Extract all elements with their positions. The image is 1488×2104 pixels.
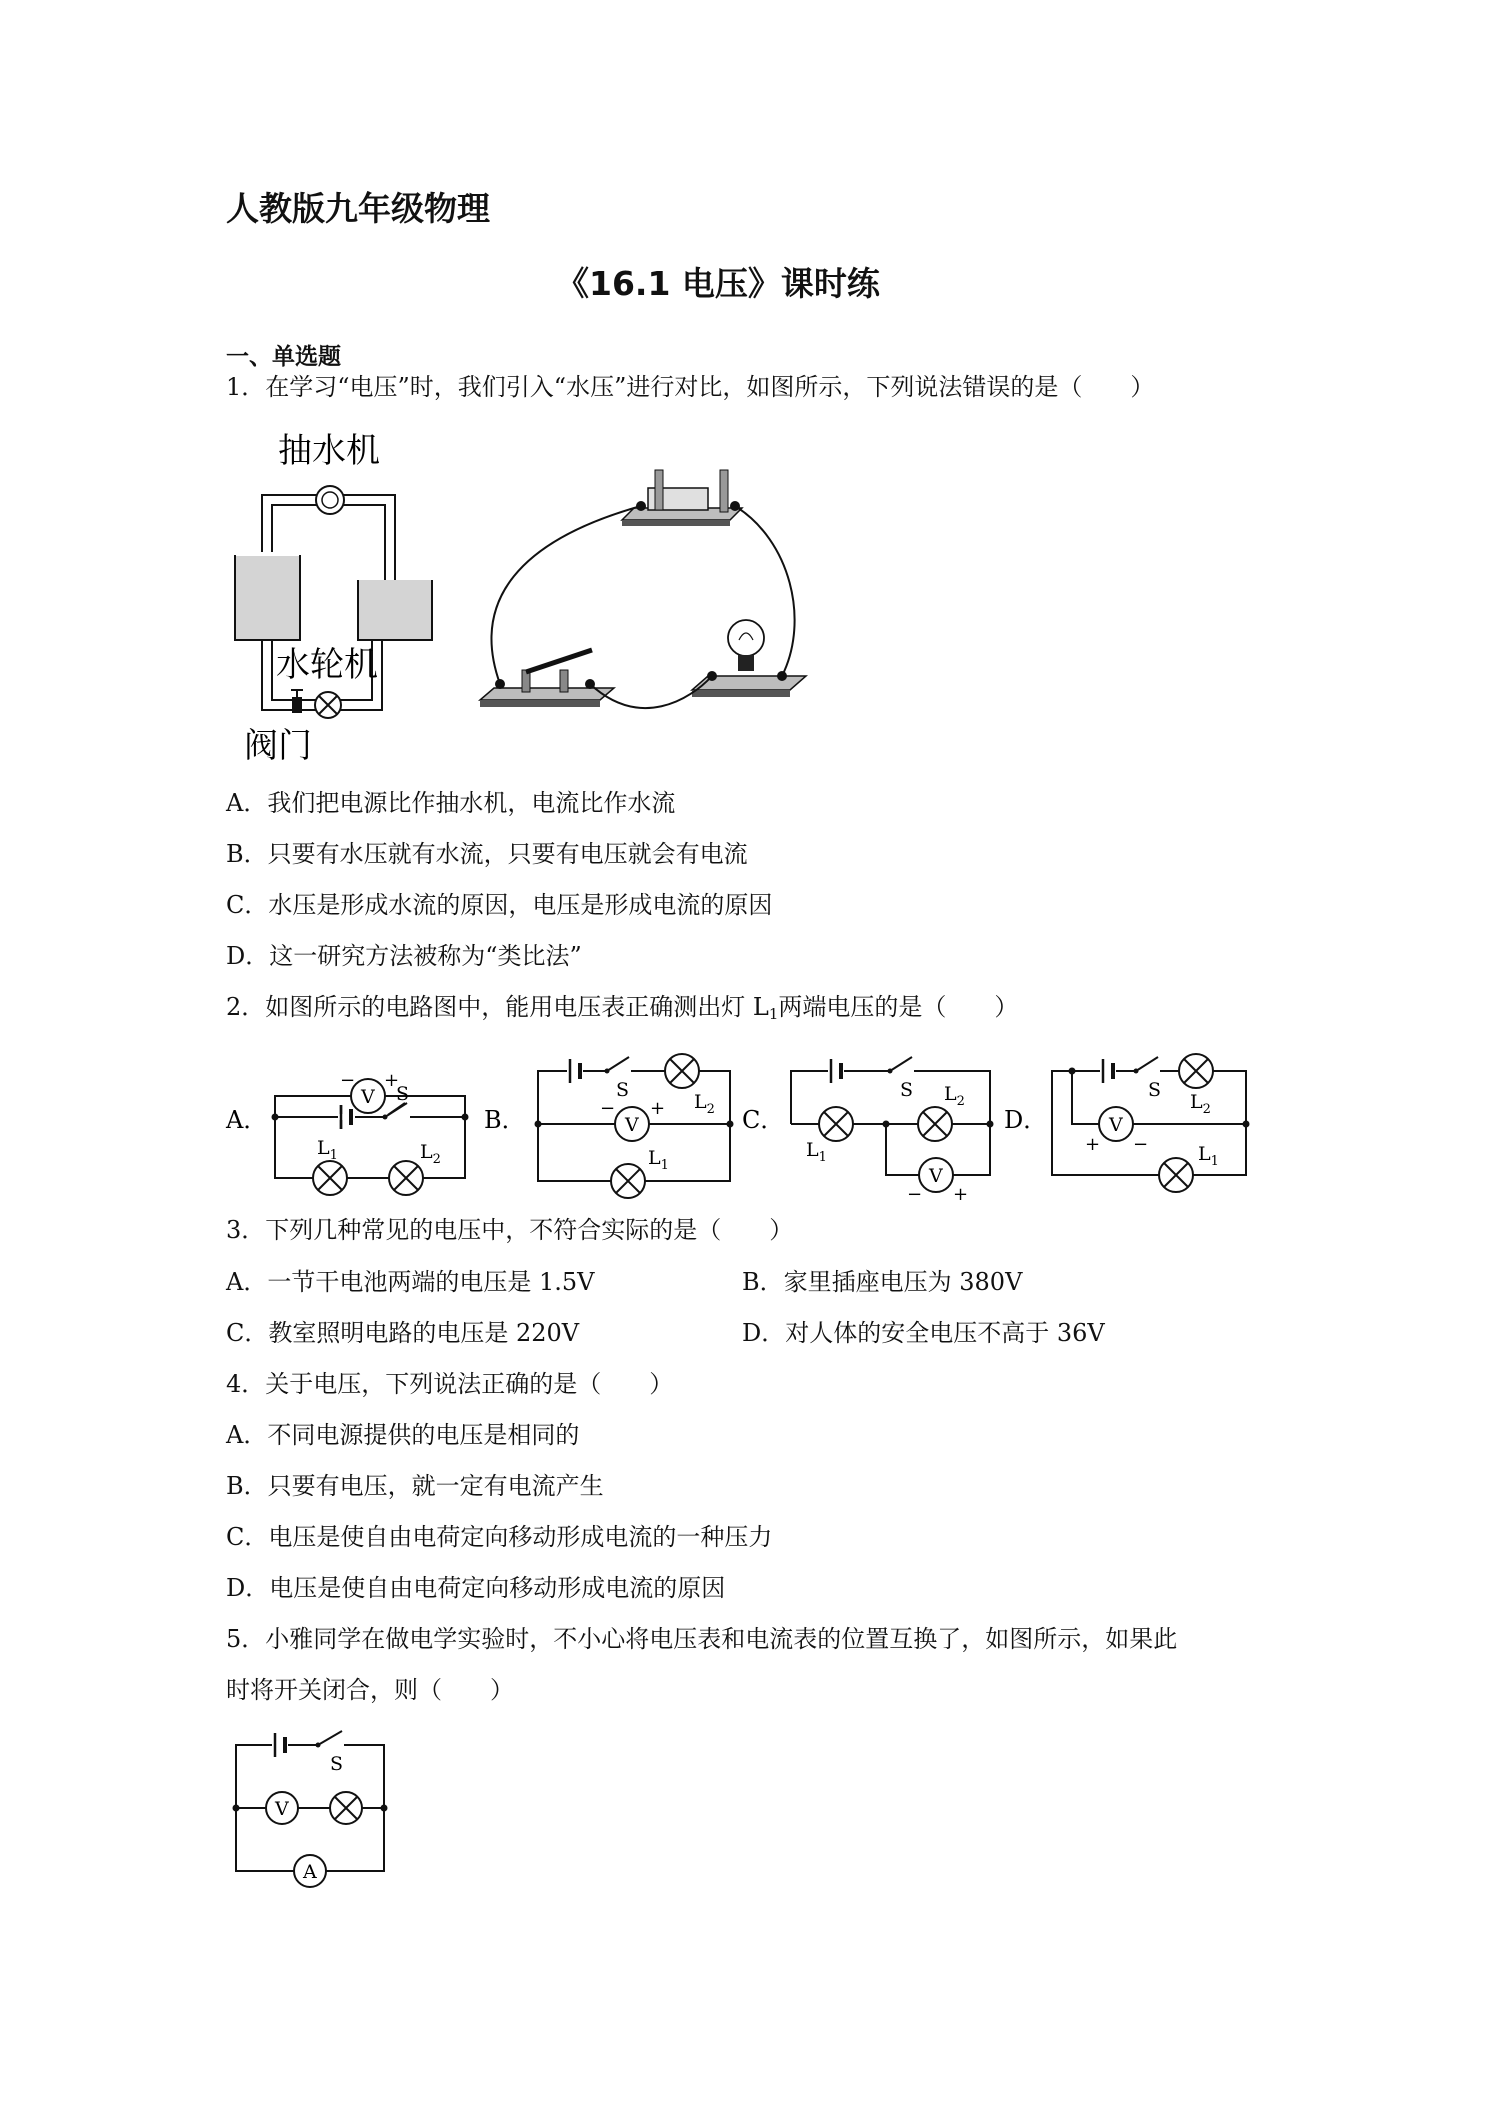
vm-b-minus: − — [600, 1098, 616, 1119]
lamp-c1-label: $L_1$ — [806, 1139, 827, 1165]
q5-ammeter-label: A — [303, 1861, 317, 1883]
turbine-label: 水轮机 — [276, 645, 378, 685]
q4-option-d: D．电压是使自由电荷定向移动形成电流的原因 — [226, 1574, 726, 1602]
q4-option-a: A．不同电源提供的电压是相同的 — [226, 1421, 580, 1449]
lamp-a2-label: $L_2$ — [420, 1141, 441, 1167]
q1-option-b: B．只要有水压就有水流，只要有电压就会有电流 — [226, 840, 748, 868]
q2-letter-c: C． — [742, 1106, 785, 1134]
q1-option-a: A．我们把电源比作抽水机，电流比作水流 — [226, 789, 676, 817]
switch-a-label: S — [396, 1083, 410, 1105]
valve-label: 阀门 — [244, 726, 312, 766]
q5-stem-line1: 5．小雅同学在做电学实验时，不小心将电压表和电流表的位置互换了，如图所示，如果此 — [226, 1625, 1178, 1653]
vm-b-label: V — [625, 1114, 639, 1136]
lesson-title: 《16.1 电压》课时练 — [556, 264, 880, 303]
vm-a-minus: − — [340, 1070, 356, 1091]
q4-option-c: C．电压是使自由电荷定向移动形成电流的一种压力 — [226, 1523, 773, 1551]
switch-b-label: S — [616, 1079, 630, 1101]
vm-d-minus: − — [1133, 1134, 1149, 1155]
q3-option-a: A．一节干电池两端的电压是 1.5V — [226, 1268, 595, 1296]
vm-d-plus: + — [1085, 1134, 1101, 1155]
q5-voltmeter-label: V — [275, 1798, 289, 1820]
q4-option-b: B．只要有电压，就一定有电流产生 — [226, 1472, 604, 1500]
switch-c-label: S — [900, 1079, 914, 1101]
lamp-b1-label: $L_1$ — [648, 1147, 669, 1173]
q1-stem: 1．在学习“电压”时，我们引入“水压”进行对比，如图所示，下列说法错误的是（ ） — [226, 373, 1155, 401]
q3-option-d: D．对人体的安全电压不高于 36V — [742, 1319, 1105, 1347]
pump-label: 抽水机 — [278, 431, 380, 471]
q5-stem-line2: 时将开关闭合，则（ ） — [226, 1676, 514, 1704]
q2-stem: 2．如图所示的电路图中，能用电压表正确测出灯 $L_1$两端电压的是（ ） — [226, 993, 1019, 1023]
vm-c-label: V — [929, 1165, 943, 1187]
q5-switch-label: S — [330, 1753, 344, 1775]
lamp-d1-label: $L_1$ — [1198, 1143, 1219, 1169]
q5-lamp-icon — [330, 1792, 362, 1824]
vm-c-plus: + — [953, 1184, 969, 1205]
q2-letter-a: A． — [226, 1106, 268, 1134]
q1-option-c: C．水压是形成水流的原因，电压是形成电流的原因 — [226, 891, 773, 919]
vm-d-label: V — [1109, 1114, 1123, 1136]
q2-letter-d: D． — [1004, 1106, 1048, 1134]
switch-d-label: S — [1148, 1079, 1162, 1101]
vm-a-plus: + — [384, 1070, 400, 1091]
lamp-b2-label: $L_2$ — [694, 1091, 715, 1117]
section-heading: 一、单选题 — [226, 344, 341, 370]
vm-b-plus: + — [650, 1098, 666, 1119]
q4-stem: 4．关于电压，下列说法正确的是（ ） — [226, 1370, 674, 1398]
q3-option-b: B．家里插座电压为 380V — [742, 1268, 1023, 1296]
lamp-c2-label: $L_2$ — [944, 1083, 965, 1109]
lamp-a1-label: $L_1$ — [317, 1137, 338, 1163]
lamp-d2-label: $L_2$ — [1190, 1091, 1211, 1117]
vm-a-label: V — [361, 1086, 375, 1108]
q3-stem: 3．下列几种常见的电压中，不符合实际的是（ ） — [226, 1216, 794, 1244]
series-title: 人教版九年级物理 — [226, 189, 490, 228]
q1-option-d: D．这一研究方法被称为“类比法” — [226, 942, 582, 970]
q2-letter-b: B． — [484, 1106, 526, 1134]
vm-c-minus: − — [907, 1184, 923, 1205]
q3-option-c: C．教室照明电路的电压是 220V — [226, 1319, 580, 1347]
